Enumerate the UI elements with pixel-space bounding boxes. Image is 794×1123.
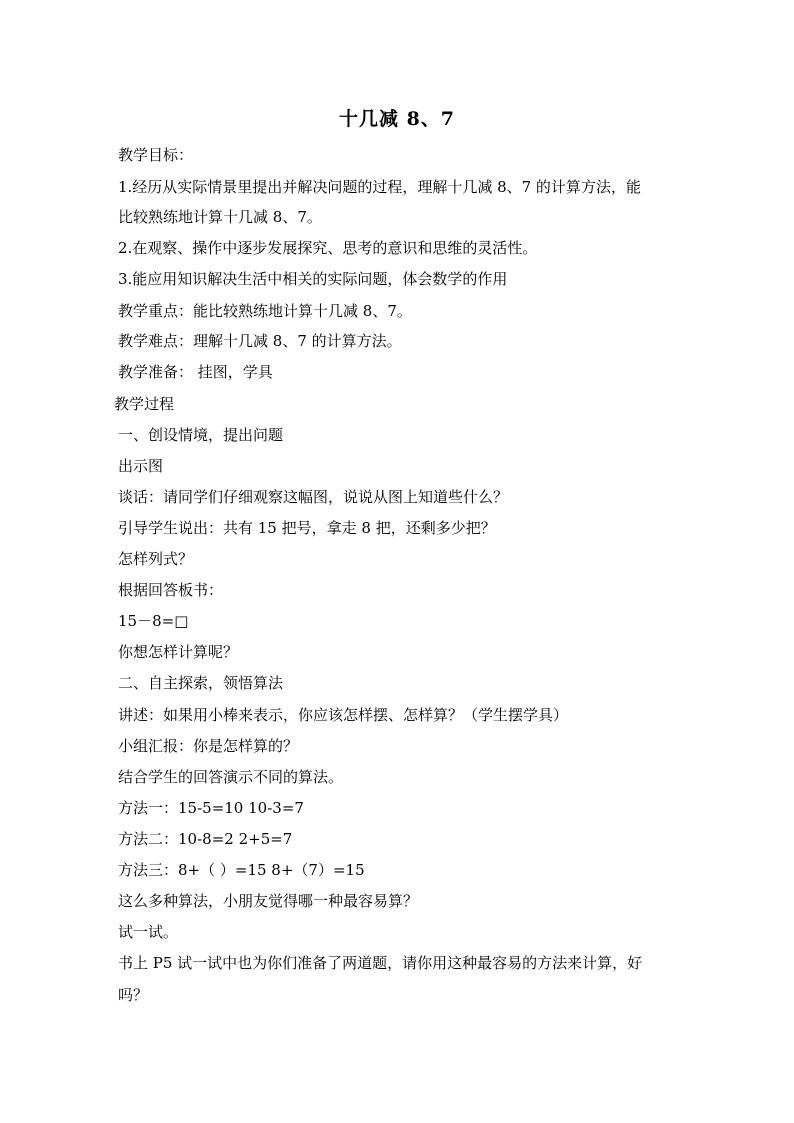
line-25: 这么多种算法，小朋友觉得哪一种最容易算？ bbox=[118, 892, 419, 910]
line-20: 小组汇报：你是怎样算的？ bbox=[118, 737, 299, 755]
line-7: 教学难点：理解十几减 8、7 的计算方法。 bbox=[118, 332, 402, 350]
line-19: 讲述：如果用小棒来表示，你应该怎样摆、怎样算？（学生摆学具） bbox=[118, 706, 569, 724]
line-8: 教学准备： 挂图，学具 bbox=[118, 363, 273, 381]
line-13: 引导学生说出：共有 15 把号，拿走 8 把，还剩多少把？ bbox=[118, 519, 496, 537]
line-22: 方法一：15-5=10 10-3=7 bbox=[118, 799, 304, 817]
line-26: 试一试。 bbox=[118, 923, 179, 941]
line-28: 吗？ bbox=[118, 986, 149, 1004]
line-14: 怎样列式？ bbox=[118, 550, 194, 568]
line-18: 二、自主探索，领悟算法 bbox=[118, 674, 284, 692]
line-5: 3.能应用知识解决生活中相关的实际问题，体会数学的作用 bbox=[118, 270, 508, 288]
line-17: 你想怎样计算呢？ bbox=[118, 643, 239, 661]
line-15: 根据回答板书： bbox=[118, 581, 224, 599]
line-16: 15－8=□ bbox=[118, 612, 189, 630]
line-6: 教学重点：能比较熟练地计算十几减 8、7。 bbox=[118, 302, 412, 320]
line-27: 书上 P5 试一试中也为你们准备了两道题，请你用这种最容易的方法来计算，好 bbox=[118, 954, 643, 972]
line-24: 方法三：8+（ ）=15 8+（7）=15 bbox=[118, 861, 365, 879]
document-title: 十几减 8、7 bbox=[338, 108, 456, 130]
line-23: 方法二：10-8=2 2+5=7 bbox=[118, 830, 293, 848]
line-9: 教学过程 bbox=[114, 395, 175, 413]
line-11: 出示图 bbox=[118, 457, 164, 475]
line-21: 结合学生的回答演示不同的算法。 bbox=[118, 768, 344, 786]
line-4: 2.在观察、操作中逐步发展探究、思考的意识和思维的灵活性。 bbox=[118, 239, 538, 257]
line-10: 一、创设情境，提出问题 bbox=[118, 426, 284, 444]
line-2: 1.经历从实际情景里提出并解决问题的过程，理解十几减 8、7 的计算方法，能 bbox=[118, 178, 641, 196]
line-1: 教学目标： bbox=[118, 146, 194, 164]
line-3: 比较熟练地计算十几减 8、7。 bbox=[118, 208, 322, 226]
line-12: 谈话：请同学们仔细观察这幅图，说说从图上知道些什么？ bbox=[118, 488, 509, 506]
